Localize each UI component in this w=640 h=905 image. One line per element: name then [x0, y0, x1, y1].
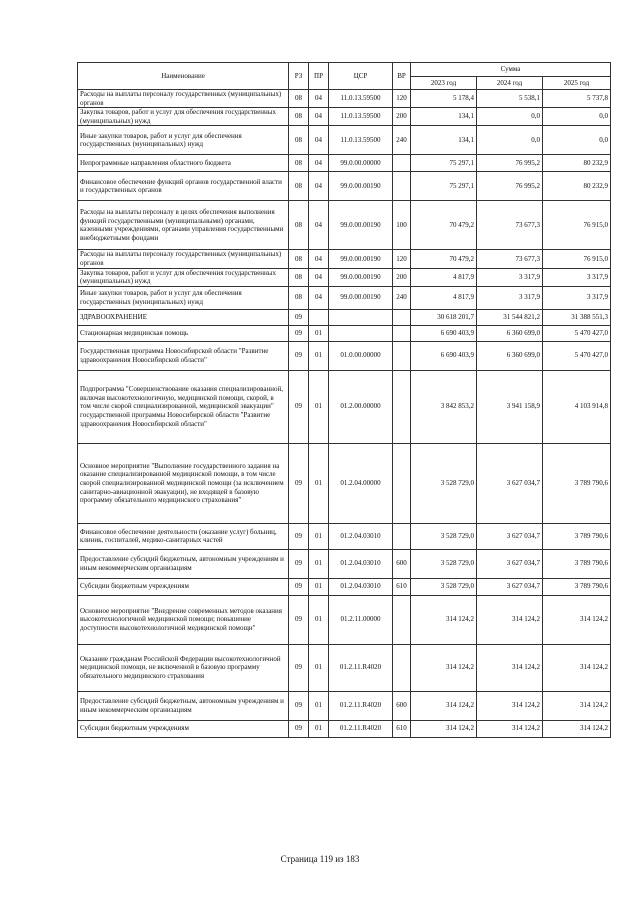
- cell-y3: 314 124,2: [543, 595, 611, 644]
- cell-pr: 01: [309, 370, 329, 443]
- cell-name: Основное мероприятие "Выполнение государственного задания на оказание специализированной медицинской помощи, в том числе скорой специализированной медицинской помощи (за исключением санитарно-авиационной эвакуации), не входящей в базовую программу обязательного медицинского страхования": [78, 443, 289, 523]
- cell-y3: 5 737,8: [543, 90, 611, 108]
- cell-vr: [393, 644, 411, 691]
- cell-y2: 3 627 034,7: [477, 549, 543, 578]
- cell-y1: 4 817,9: [411, 268, 477, 286]
- cell-y2: 3 317,9: [477, 286, 543, 309]
- cell-vr: [393, 523, 411, 549]
- cell-y3: 3 789 790,6: [543, 578, 611, 595]
- cell-name: ЗДРАВООХРАНЕНИЕ: [78, 309, 289, 325]
- cell-rz: 09: [289, 644, 309, 691]
- col-2023-header: 2023 год: [411, 77, 477, 90]
- cell-y3: 76 915,0: [543, 250, 611, 268]
- cell-csr: 11.0.13.59500: [329, 108, 393, 126]
- cell-y2: 76 995,2: [477, 155, 543, 172]
- cell-vr: 610: [393, 578, 411, 595]
- cell-y2: 3 317,9: [477, 268, 543, 286]
- cell-y1: 30 618 201,7: [411, 309, 477, 325]
- cell-y2: 314 124,2: [477, 691, 543, 720]
- cell-csr: 01.2.11.R4020: [329, 644, 393, 691]
- table-row: [78, 325, 611, 341]
- col-sum-header: Сумма: [411, 63, 611, 77]
- table-row: [78, 691, 611, 720]
- cell-csr: 01.2.11.R4020: [329, 691, 393, 720]
- cell-name: Закупка товаров, работ и услуг для обеспечения государственных (муниципальных) нужд: [78, 268, 289, 286]
- cell-pr: 04: [309, 268, 329, 286]
- cell-name: Оказание гражданам Российской Федерации высокотехнологичной медицинской помощи, не включенной в базовую программу обязательного медицинского страхования: [78, 644, 289, 691]
- table-row: [78, 126, 611, 155]
- cell-y1: 70 479,2: [411, 250, 477, 268]
- cell-csr: [329, 309, 393, 325]
- cell-name: Иные закупки товаров, работ и услуг для обеспечения государственных (муниципальных) нужд: [78, 286, 289, 309]
- cell-y3: 80 232,9: [543, 155, 611, 172]
- cell-rz: 09: [289, 720, 309, 737]
- table-row: [78, 720, 611, 737]
- cell-rz: 09: [289, 578, 309, 595]
- cell-y2: 0,0: [477, 126, 543, 155]
- cell-pr: 04: [309, 155, 329, 172]
- cell-pr: 01: [309, 691, 329, 720]
- cell-y1: 314 124,2: [411, 644, 477, 691]
- cell-y1: 5 178,4: [411, 90, 477, 108]
- cell-name: Закупка товаров, работ и услуг для обеспечения государственных (муниципальных) нужд: [78, 108, 289, 126]
- cell-y2: 0,0: [477, 108, 543, 126]
- table-row: [78, 286, 611, 309]
- cell-y3: 314 124,2: [543, 691, 611, 720]
- table-body: [78, 90, 611, 738]
- cell-vr: 600: [393, 691, 411, 720]
- cell-y2: 314 124,2: [477, 595, 543, 644]
- cell-csr: 11.0.13.59500: [329, 90, 393, 108]
- cell-pr: 01: [309, 578, 329, 595]
- table-row: [78, 155, 611, 172]
- cell-pr: 04: [309, 126, 329, 155]
- cell-y1: 70 479,2: [411, 201, 477, 250]
- cell-y3: 3 317,9: [543, 268, 611, 286]
- cell-name: Субсидии бюджетным учреждениям: [78, 578, 289, 595]
- cell-rz: 08: [289, 108, 309, 126]
- cell-vr: [393, 172, 411, 201]
- cell-pr: 04: [309, 172, 329, 201]
- cell-y1: 134,1: [411, 126, 477, 155]
- cell-name: Расходы на выплаты персоналу в целях обеспечения выполнения функций государственными (муниципальными) органами, казенными учреждениями, органами управления государственными внебюджетными фондами: [78, 201, 289, 250]
- cell-name: Субсидии бюджетным учреждениям: [78, 720, 289, 737]
- cell-rz: 09: [289, 309, 309, 325]
- budget-table: [77, 62, 611, 738]
- cell-rz: 09: [289, 523, 309, 549]
- cell-rz: 09: [289, 370, 309, 443]
- cell-pr: 01: [309, 341, 329, 370]
- cell-vr: 100: [393, 201, 411, 250]
- cell-y2: 31 544 821,2: [477, 309, 543, 325]
- cell-y1: 3 528 729,0: [411, 549, 477, 578]
- cell-y1: 75 297,1: [411, 172, 477, 201]
- cell-y3: 76 915,0: [543, 201, 611, 250]
- cell-y2: 3 627 034,7: [477, 443, 543, 523]
- cell-vr: [393, 595, 411, 644]
- cell-name: Предоставление субсидий бюджетным, автономным учреждениям и иным некоммерческим организациям: [78, 549, 289, 578]
- cell-vr: [393, 443, 411, 523]
- cell-y3: 0,0: [543, 126, 611, 155]
- cell-rz: 08: [289, 201, 309, 250]
- cell-pr: 01: [309, 549, 329, 578]
- cell-vr: [393, 370, 411, 443]
- cell-y3: 5 470 427,0: [543, 341, 611, 370]
- cell-y1: 4 817,9: [411, 286, 477, 309]
- cell-pr: 01: [309, 720, 329, 737]
- cell-y1: 134,1: [411, 108, 477, 126]
- col-rz-header: РЗ: [289, 63, 309, 90]
- table-row: [78, 172, 611, 201]
- cell-y2: 3 627 034,7: [477, 578, 543, 595]
- cell-csr: 11.0.13.59500: [329, 126, 393, 155]
- cell-y2: 314 124,2: [477, 644, 543, 691]
- cell-rz: 09: [289, 595, 309, 644]
- cell-name: Предоставление субсидий бюджетным, автономным учреждениям и иным некоммерческим организациям: [78, 691, 289, 720]
- cell-csr: 01.2.04.03010: [329, 578, 393, 595]
- cell-y3: 3 317,9: [543, 286, 611, 309]
- cell-rz: 09: [289, 549, 309, 578]
- col-csr-header: ЦСР: [329, 63, 393, 90]
- cell-csr: 01.2.04.00000: [329, 443, 393, 523]
- cell-pr: 04: [309, 90, 329, 108]
- cell-vr: 120: [393, 90, 411, 108]
- cell-csr: 01.2.11.R4020: [329, 720, 393, 737]
- cell-y1: 3 842 853,2: [411, 370, 477, 443]
- cell-name: Финансовое обеспечение деятельности (оказание услуг) больниц, клиник, госпиталей, медико-санитарных частей: [78, 523, 289, 549]
- cell-vr: 610: [393, 720, 411, 737]
- col-name-header: Наименование: [78, 63, 289, 90]
- cell-y2: 6 360 699,0: [477, 325, 543, 341]
- table-row: [78, 370, 611, 443]
- col-2024-header: 2024 год: [477, 77, 543, 90]
- cell-csr: 99.0.00.00190: [329, 286, 393, 309]
- cell-vr: [393, 341, 411, 370]
- cell-pr: 01: [309, 644, 329, 691]
- col-pr-header: ПР: [309, 63, 329, 90]
- cell-y1: 314 124,2: [411, 720, 477, 737]
- cell-vr: [393, 155, 411, 172]
- cell-pr: 04: [309, 201, 329, 250]
- table-row: [78, 108, 611, 126]
- cell-y3: 31 388 551,3: [543, 309, 611, 325]
- cell-name: Финансовое обеспечение функций органов государственной власти и государственных органов: [78, 172, 289, 201]
- cell-csr: 01.0.00.00000: [329, 341, 393, 370]
- cell-csr: 99.0.00.00000: [329, 155, 393, 172]
- cell-vr: 240: [393, 126, 411, 155]
- cell-y3: 4 103 914,8: [543, 370, 611, 443]
- cell-rz: 08: [289, 286, 309, 309]
- table-row: [78, 201, 611, 250]
- cell-vr: [393, 325, 411, 341]
- col-2025-header: 2025 год: [543, 77, 611, 90]
- table-row: [78, 90, 611, 108]
- table-row: [78, 644, 611, 691]
- cell-rz: 08: [289, 90, 309, 108]
- cell-vr: 200: [393, 268, 411, 286]
- cell-name: Расходы на выплаты персоналу государственных (муниципальных) органов: [78, 250, 289, 268]
- cell-pr: 04: [309, 286, 329, 309]
- cell-y3: 5 470 427,0: [543, 325, 611, 341]
- cell-csr: 01.2.04.03010: [329, 549, 393, 578]
- cell-csr: 99.0.00.00190: [329, 268, 393, 286]
- cell-y1: 6 690 403,9: [411, 341, 477, 370]
- cell-rz: 08: [289, 268, 309, 286]
- cell-pr: 01: [309, 595, 329, 644]
- cell-csr: 01.2.11.00000: [329, 595, 393, 644]
- cell-y1: 314 124,2: [411, 691, 477, 720]
- cell-name: Иные закупки товаров, работ и услуг для обеспечения государственных (муниципальных) нужд: [78, 126, 289, 155]
- cell-y3: 80 232,9: [543, 172, 611, 201]
- cell-vr: 600: [393, 549, 411, 578]
- cell-pr: 04: [309, 250, 329, 268]
- cell-name: Расходы на выплаты персоналу государственных (муниципальных) органов: [78, 90, 289, 108]
- cell-y1: 3 528 729,0: [411, 578, 477, 595]
- table-row: [78, 309, 611, 325]
- cell-y3: 3 789 790,6: [543, 443, 611, 523]
- cell-csr: 99.0.00.00190: [329, 250, 393, 268]
- table-row: [78, 268, 611, 286]
- cell-y2: 314 124,2: [477, 720, 543, 737]
- cell-rz: 09: [289, 443, 309, 523]
- cell-vr: 200: [393, 108, 411, 126]
- cell-rz: 09: [289, 325, 309, 341]
- cell-csr: 01.2.00.00000: [329, 370, 393, 443]
- cell-y2: 73 677,3: [477, 201, 543, 250]
- table-row: [78, 443, 611, 523]
- cell-name: Государственная программа Новосибирской области "Развитие здравоохранения Новосибирской области": [78, 341, 289, 370]
- cell-y2: 3 627 034,7: [477, 523, 543, 549]
- cell-y2: 5 538,1: [477, 90, 543, 108]
- cell-y1: 75 297,1: [411, 155, 477, 172]
- cell-y2: 73 677,3: [477, 250, 543, 268]
- cell-y1: 314 124,2: [411, 595, 477, 644]
- cell-name: Подпрограмма "Совершенствование оказания специализированной, включая высокотехнологичную, медицинской помощи, скорой, в том числе скорой специализированной, медицинской эвакуации" государственной программы Новосибирской области "Развитие здравоохранения Новосибирской области": [78, 370, 289, 443]
- cell-y3: 0,0: [543, 108, 611, 126]
- table-row: [78, 341, 611, 370]
- table-row: [78, 523, 611, 549]
- col-vr-header: ВР: [393, 63, 411, 90]
- cell-csr: 99.0.00.00190: [329, 201, 393, 250]
- table-row: [78, 578, 611, 595]
- cell-y3: 3 789 790,6: [543, 549, 611, 578]
- cell-vr: [393, 309, 411, 325]
- cell-name: Основное мероприятие "Внедрение современных методов оказания высокотехнологичной медицинской помощи; повышение доступности высокотехнологичной медицинской помощи": [78, 595, 289, 644]
- cell-pr: 01: [309, 523, 329, 549]
- cell-rz: 08: [289, 250, 309, 268]
- cell-pr: 01: [309, 325, 329, 341]
- cell-y2: 3 941 158,9: [477, 370, 543, 443]
- table-header: [78, 63, 611, 90]
- cell-rz: 08: [289, 172, 309, 201]
- cell-y3: 314 124,2: [543, 644, 611, 691]
- cell-pr: 04: [309, 108, 329, 126]
- cell-y3: 3 789 790,6: [543, 523, 611, 549]
- cell-y1: 3 528 729,0: [411, 523, 477, 549]
- cell-rz: 08: [289, 126, 309, 155]
- cell-y3: 314 124,2: [543, 720, 611, 737]
- cell-rz: 09: [289, 691, 309, 720]
- cell-name: Непрограммные направления областного бюджета: [78, 155, 289, 172]
- cell-vr: 240: [393, 286, 411, 309]
- cell-vr: 120: [393, 250, 411, 268]
- table-row: [78, 250, 611, 268]
- cell-rz: 09: [289, 341, 309, 370]
- cell-y1: 3 528 729,0: [411, 443, 477, 523]
- cell-y2: 6 360 699,0: [477, 341, 543, 370]
- cell-csr: 01.2.04.03010: [329, 523, 393, 549]
- cell-pr: 01: [309, 443, 329, 523]
- page-footer: Страница 119 из 183: [280, 854, 360, 864]
- cell-pr: [309, 309, 329, 325]
- cell-csr: [329, 325, 393, 341]
- cell-y1: 6 690 403,9: [411, 325, 477, 341]
- cell-rz: 08: [289, 155, 309, 172]
- cell-name: Стационарная медицинская помощь: [78, 325, 289, 341]
- cell-y2: 76 995,2: [477, 172, 543, 201]
- cell-csr: 99.0.00.00190: [329, 172, 393, 201]
- table-row: [78, 595, 611, 644]
- table-row: [78, 549, 611, 578]
